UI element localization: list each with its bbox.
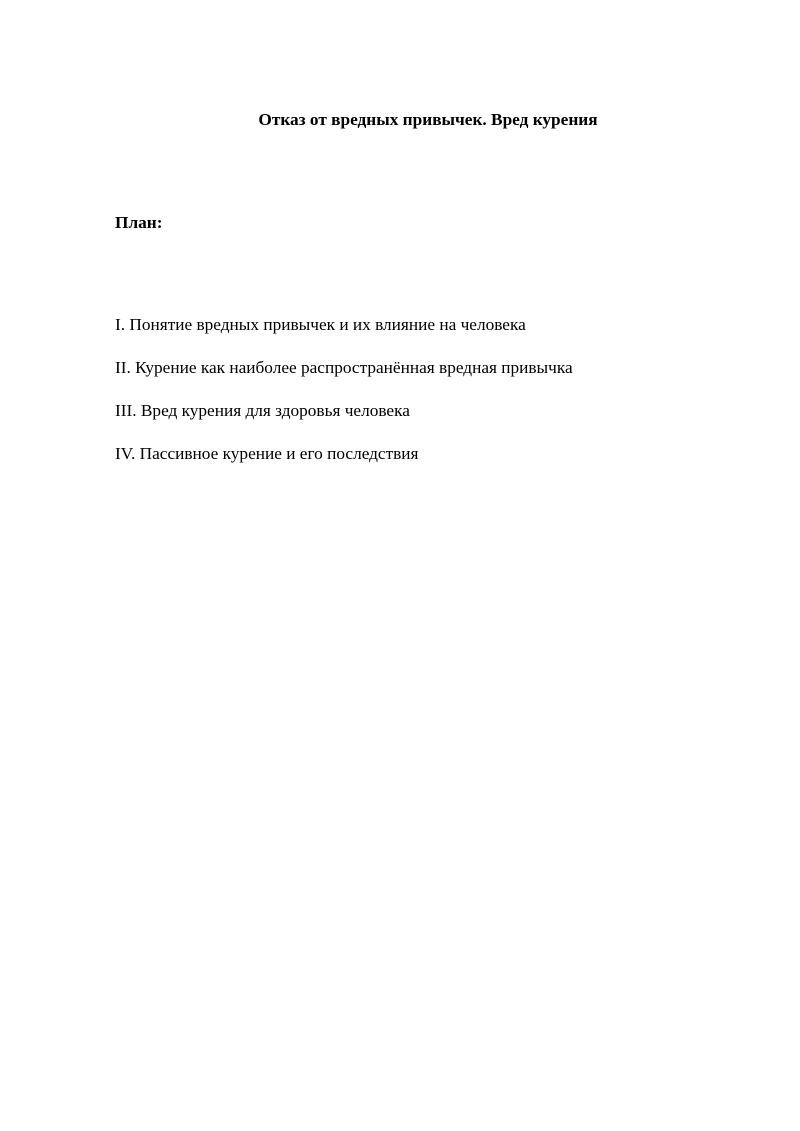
plan-heading: План:: [115, 213, 163, 232]
document-title: Отказ от вредных привычек. Вред курения: [258, 110, 598, 129]
plan-item-1: I. Понятие вредных привычек и их влияние на человека: [115, 315, 526, 334]
plan-item-4: IV. Пассивное курение и его последствия: [115, 444, 419, 463]
plan-item-3: III. Вред курения для здоровья человека: [115, 401, 410, 420]
plan-list: [115, 313, 573, 485]
plan-item-2: II. Курение как наиболее распространённая вредная привычка: [115, 358, 573, 377]
